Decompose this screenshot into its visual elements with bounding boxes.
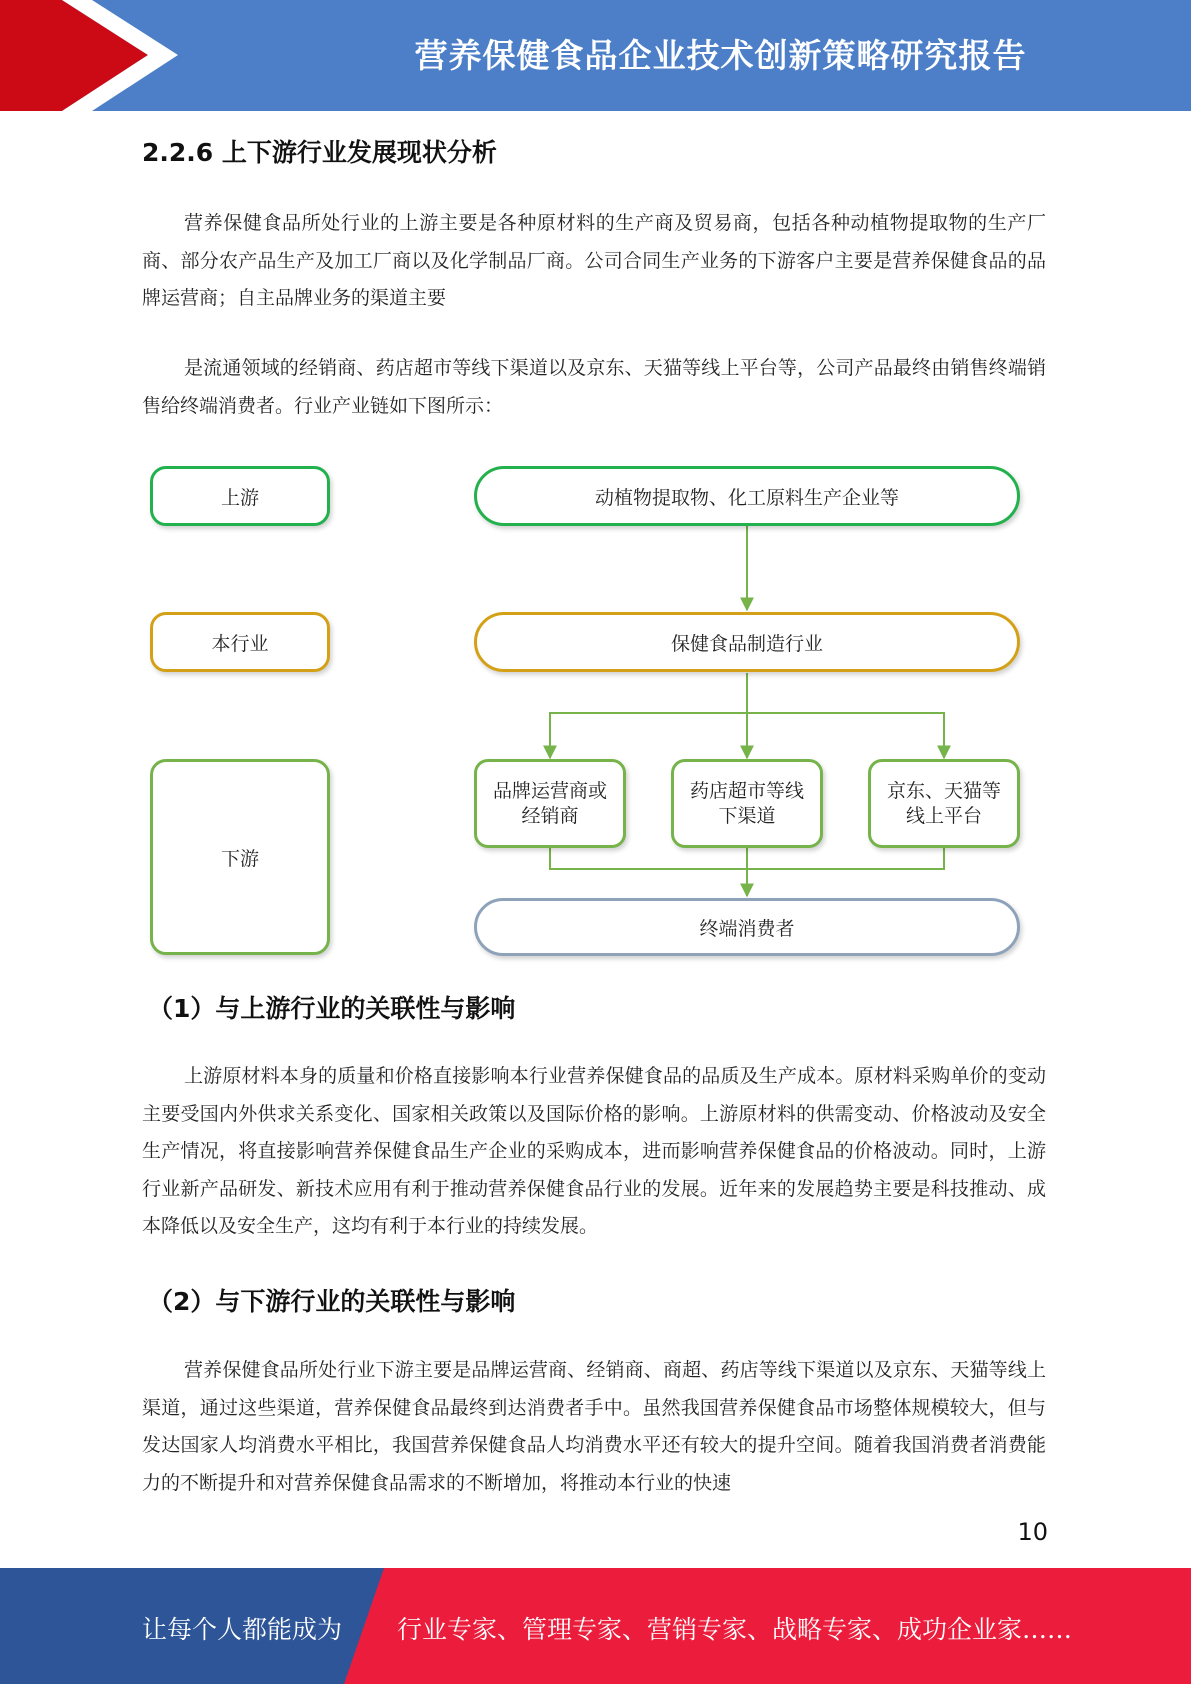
paragraph-chain: 是流通领域的经销商、药店超市等线下渠道以及京东、天猫等线上平台等，公司产品最终由销售终端销售给终端消费者。行业产业链如下图所示： [142,357,1046,417]
node-offline-channel [671,759,823,848]
paragraph-intro: 营养保健食品所处行业的上游主要是各种原材料的生产商及贸易商，包括各种动植物提取物的生产厂商、部分农产品生产及加工厂商以及化学制品厂商。公司合同生产业务的下游客户主要是营养保健食品的品牌运营商；自主品牌业务的渠道主要 [142,212,1046,309]
page-number: 10 [1017,1518,1048,1546]
report-title: 营养保健食品企业技术创新策略研究报告 [414,36,1027,75]
label-industry: 本行业 [150,612,330,672]
subheading-upstream: （1）与上游行业的关联性与影响 [148,994,516,1023]
node-brand-distributor [474,759,626,848]
subheading-downstream: （2）与下游行业的关联性与影响 [148,1287,516,1316]
node-supplier: 动植物提取物、化工原料生产企业等 [474,466,1020,526]
footer-expert-list: 行业专家、管理专家、营销专家、战略专家、成功企业家…… [397,1615,1073,1644]
section-heading: 2.2.6 上下游行业发展现状分析 [142,138,497,167]
node-online-line2: 线上平台 [905,804,982,827]
footer-slogan: 让每个人都能成为 [142,1615,343,1644]
node-online-line1: 京东、天猫等 [886,779,1001,802]
node-pharmacy-line1: 药店超市等线 [689,779,804,802]
industry-chain-diagram [140,455,1040,965]
header-bar [0,0,1191,111]
node-brand-line2: 经销商 [521,804,579,827]
footer-banner [0,1568,1191,1684]
node-pharmacy-line2: 下渠道 [718,804,776,827]
paragraph-upstream: 上游原材料本身的质量和价格直接影响本行业营养保健食品的品质及生产成本。原材料采购单价的变动主要受国内外供求关系变化、国家相关政策以及国际价格的影响。上游原材料的供需变动、价格波动及安全生产情况，将直接影响营养保健食品生产企业的采购成本，进而影响营养保健食品的价格波动。同时，上游行业新产品研发、新技术应用有利于推动营养保健食品行业的发展。近年来的发展趋势主要是科技推动、成本降低以及安全生产，这均有利于本行业的持续发展。 [142,1065,1046,1237]
paragraph-downstream: 营养保健食品所处行业下游主要是品牌运营商、经销商、商超、药店等线下渠道以及京东、天猫等线上渠道，通过这些渠道，营养保健食品最终到达消费者手中。虽然我国营养保健食品市场整体规模较大，但与发达国家人均消费水平相比，我国营养保健食品人均消费水平还有较大的提升空间。随着我国消费者消费能力的不断提升和对营养保健食品需求的不断增加，将推动本行业的快速 [142,1359,1046,1494]
label-downstream: 下游 [150,759,330,955]
node-consumer: 终端消费者 [474,898,1020,956]
label-upstream: 上游 [150,466,330,526]
node-online-platform [868,759,1020,848]
node-brand-line1: 品牌运营商或 [492,779,607,802]
node-manufacturer: 保健食品制造行业 [474,612,1020,672]
